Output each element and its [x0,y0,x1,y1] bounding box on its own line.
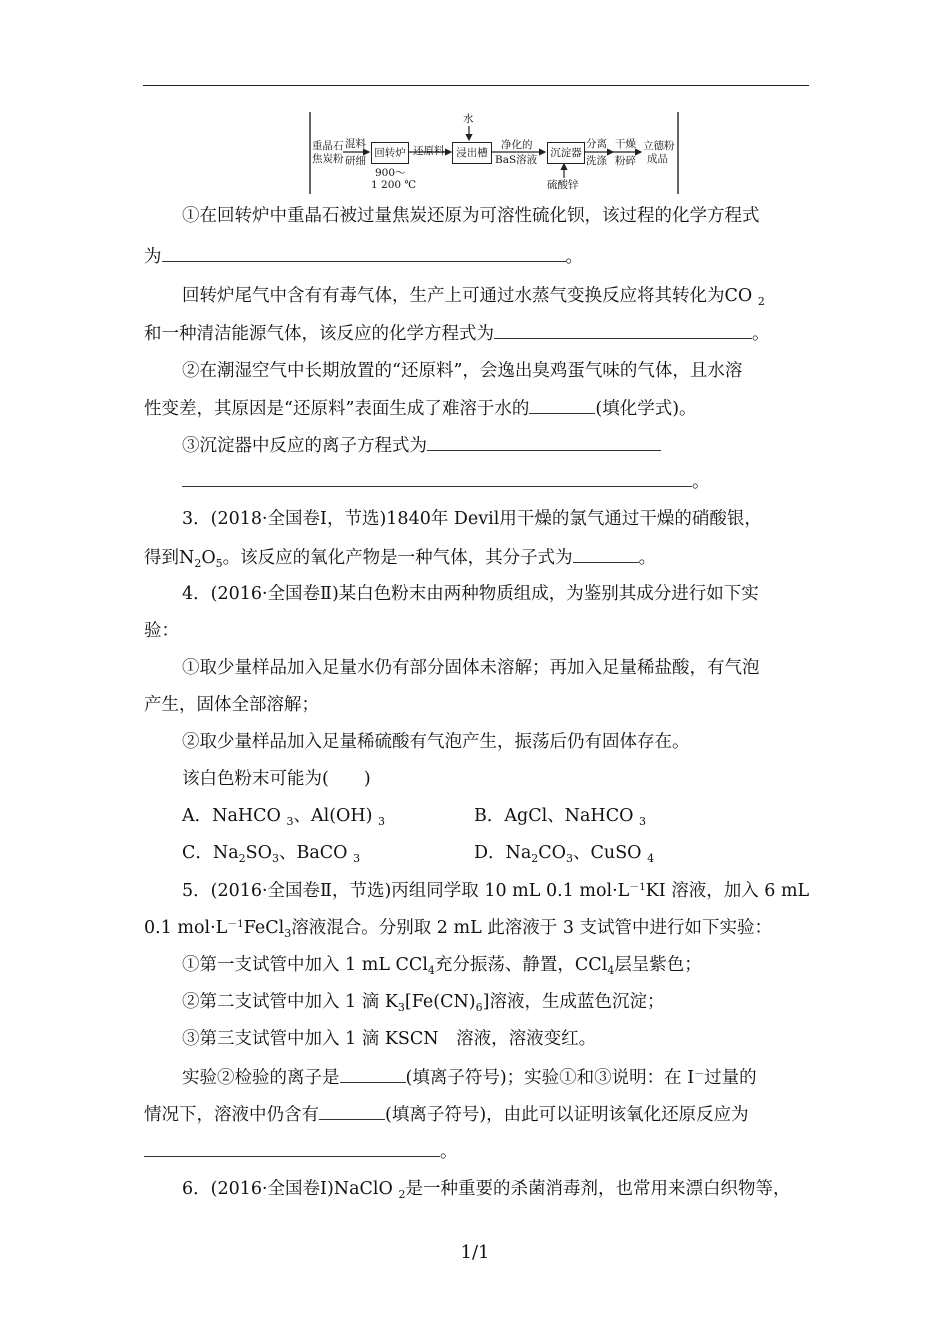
leaching-tank-box: 浸出槽 [452,142,492,164]
rotary-kiln-box: 回转炉 [371,142,409,164]
process-flowchart [309,112,679,194]
text-line-24: 实验②检验的离子是 (填离子符号)；实验①和③说明：在 I－过量的 [182,1068,757,1088]
header-rule [143,85,809,86]
text-line-16: 该白色粉末可能为( ) [182,769,371,789]
dry-label-1: 干燥 [615,138,636,150]
text-line-10: 得到$N_2O_5$。该反应的氧化产物是一种气体，其分子式为 。 [144,548,657,570]
separate-label-2: 洗涤 [586,155,607,167]
dry-label-2: 粉碎 [615,155,636,167]
text-line-6: 性变差，其原因是“还原料”表面生成了难溶于水的 (填化学式)。 [144,399,697,419]
option-a: A．NaHCO $_3$、Al(OH) $_3$ [182,806,386,828]
bas-label-1: 净化的 [501,139,533,151]
answer-blank-3[interactable] [529,397,595,414]
text-line-23: ③第三支试管中加入 1 滴 KSCN 溶液，溶液变红。 [182,1029,597,1049]
text-line-26: 。 [144,1140,458,1163]
text-line-25: 情况下，溶液中仍含有 (填离子符号)，由此可以证明该氧化还原反应为 [144,1105,749,1125]
text-line-7: ③沉淀器中反应的离子方程式为 [182,434,661,457]
answer-blank-7[interactable] [340,1066,406,1083]
text-line-15: ②取少量样品加入足量稀硫酸有气泡产生，振荡后仍有固体存在。 [182,732,690,752]
water-label: 水 [463,113,474,125]
text-line-27: 6．(2016·全国卷Ⅰ)NaClO $_2$是一种重要的杀菌消毒剂，也常用来漂白织物等， [182,1179,791,1201]
text-line-20: 0.1 $mol\cdot L^{-1}FeCl_3$溶液混合。分别取 2 mL 此溶液于 3 支试管中进行如下实验： [144,918,773,940]
text-line-2: 为 。 [144,247,583,267]
option-b: B．AgCl、NaHCO $_3$ [474,806,647,828]
answer-blank-6[interactable] [573,546,639,563]
product-label-2: 成品 [647,153,668,165]
answer-blank-9[interactable] [144,1140,440,1157]
option-d: D．$Na_2CO_3$、CuSO $_4$ [474,843,655,865]
bas-label-2: BaS溶液 [495,154,538,166]
step1-label-2: 研细 [345,155,366,167]
input-label-1: 重晶石 [312,140,344,152]
temp-label-1: 900～ [375,167,406,179]
text-line-9: 3．(2018·全国卷Ⅰ，节选)1840年 Devil用干燥的氯气通过干燥的硝酸银， [182,509,762,529]
text-line-5: ②在潮湿空气中长期放置的“还原料”，会逸出臭鸡蛋气味的气体，且水溶 [182,361,743,381]
text-line-8: 。 [182,470,710,493]
answer-blank-4[interactable] [427,434,661,451]
temp-label-2: 1 200 ℃ [371,179,417,191]
separate-label-1: 分离 [586,138,607,150]
input-label-2: 焦炭粉 [312,153,344,165]
text-line-11: 4．(2016·全国卷Ⅱ)某白色粉末由两种物质组成，为鉴别其成分进行如下实 [182,584,759,604]
text-line-4: 和一种清洁能源气体，该反应的化学方程式为 。 [144,324,770,344]
text-line-12: 验： [144,621,179,641]
text-line-13: ①取少量样品加入足量水仍有部分固体未溶解；再加入足量稀盐酸，有气泡 [182,658,760,678]
page-number: 1/1 [460,1242,490,1263]
zinc-sulfate-label: 硫酸锌 [547,179,579,191]
text-line-19: 5．(2016·全国卷Ⅱ，节选)丙组同学取 10 mL 0.1 $mol\cdot L^{-1}KI$ 溶液，加入 6 mL [182,881,810,901]
step1-label-1: 混料 [345,138,366,150]
text-line-21: ①第一支试管中加入 1 mL CCl$_4$充分振荡、静置，CCl$_4$层呈紫色； [182,955,702,977]
text-line-22: ②第二支试管中加入 1 滴 $K_3[Fe(CN)_6]$溶液，生成蓝色沉淀； [182,992,665,1014]
text-line-14: 产生，固体全部溶解； [144,695,319,715]
answer-blank-2[interactable] [494,322,752,339]
flowchart-arrows [309,112,679,194]
option-c: C．$Na_2SO_3$、BaCO $_3$ [182,843,361,865]
answer-blank-5[interactable] [182,470,692,487]
text-line-3: 回转炉尾气中含有有毒气体，生产上可通过水蒸气变换反应将其转化为CO $_2$ [182,286,765,308]
answer-blank-8[interactable] [319,1103,385,1120]
answer-blank-1[interactable] [162,245,566,262]
precipitator-box: 沉淀器 [547,142,585,164]
product-label-1: 立德粉 [643,140,675,152]
text-line-1: ①在回转炉中重晶石被过量焦炭还原为可溶性硫化钡，该过程的化学方程式 [182,206,760,226]
reduced-material-label: 还原料 [413,145,445,157]
